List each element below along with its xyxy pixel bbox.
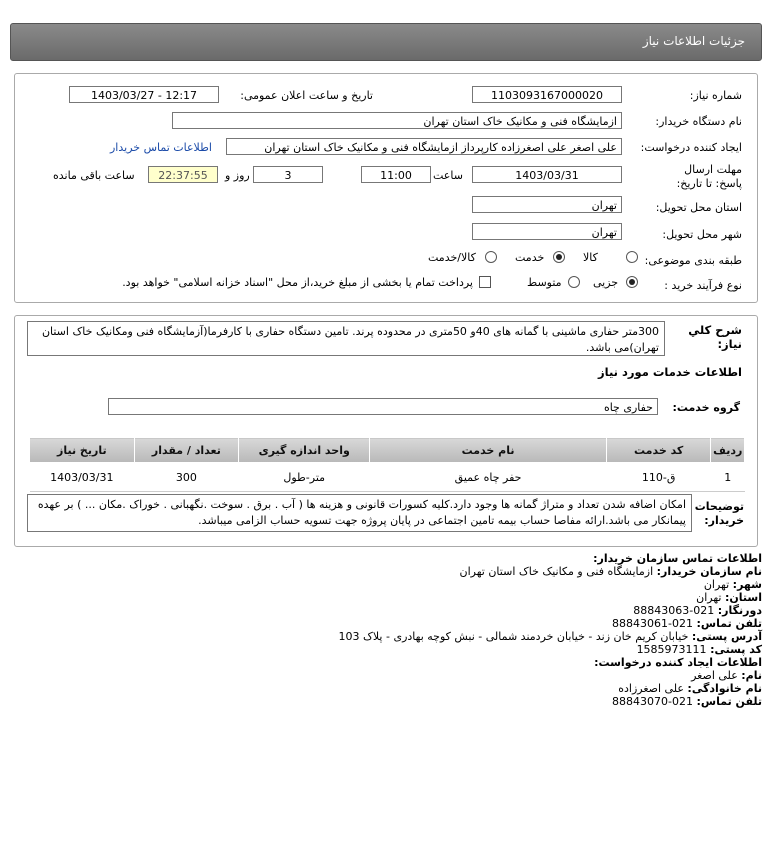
process-option-medium: متوسط <box>527 276 562 289</box>
province-contact-value: تهران <box>696 591 722 604</box>
treasury-checkbox[interactable] <box>479 276 491 288</box>
days-label: روز و <box>225 169 250 182</box>
address-value: خیابان کریم خان زند - خیابان خردمند شمالی - نبش کوچه بهادری - پلاک 103 <box>338 630 689 643</box>
contact-title: اطلاعات تماس سازمان خریدار: <box>593 552 762 565</box>
col-code: کد خدمت <box>606 438 711 463</box>
buyer-org-label: نام دستگاه خریدار: <box>655 115 742 128</box>
cell-name: حفر چاه عمیق <box>370 463 607 492</box>
services-title: اطلاعات خدمات مورد نیاز <box>598 365 742 379</box>
table-header-row <box>30 438 745 463</box>
fax-value: 021-88843063 <box>633 604 715 617</box>
contact-section <box>22 552 762 708</box>
category-option-service: خدمت <box>515 251 545 264</box>
cell-row: 1 <box>711 463 745 492</box>
announce-field: 1403/03/27 - 12:17 <box>69 86 219 103</box>
service-group-label: گروه خدمت: <box>672 401 740 414</box>
city-field: تهران <box>472 223 622 240</box>
process-label: نوع فرآیند خرید : <box>664 279 742 292</box>
process-radio-medium[interactable] <box>568 276 580 288</box>
deadline-time-field: 11:00 <box>361 166 431 183</box>
phone-label: تلفن تماس: <box>696 617 762 630</box>
category-radio-service[interactable] <box>553 251 565 263</box>
need-info-panel <box>14 73 758 303</box>
description-box: 300متر حفاری ماشینی با گمانه های 40و 50متری در محدوده پرند. تامین دستگاه حفاری با کارفرما(آزمایشگاه فنی ومکانیک خاک استان تهران)می باشد. <box>27 321 665 356</box>
treasury-note: پرداخت تمام یا بخشی از مبلغ خرید،از محل "اسناد خزانه اسلامی" خواهد بود. <box>122 276 473 289</box>
postal-label: کد پستی: <box>710 643 762 656</box>
process-radio-minor[interactable] <box>626 276 638 288</box>
description-label: شرح کلي نياز: <box>688 323 742 351</box>
creator-field: علی اصغر علی اصغرزاده کارپرداز ازمایشگاه فنی و مکانیک خاک استان تهران <box>226 138 622 155</box>
page-header <box>10 23 762 61</box>
deadline-time-label: ساعت <box>433 169 463 182</box>
buyer-notes-label: توضیحات خریدار: <box>694 500 744 527</box>
creator-info-title: اطلاعات ایجاد کننده درخواست: <box>594 656 762 669</box>
col-name: نام خدمت <box>370 438 607 463</box>
col-qty: تعداد / مقدار <box>134 438 239 463</box>
creator-phone-label: تلفن تماس: <box>696 695 762 708</box>
service-group-field: حفاری چاه <box>108 398 658 415</box>
province-field: تهران <box>472 196 622 213</box>
days-field: 3 <box>253 166 323 183</box>
city-contact-label: شهر: <box>732 578 762 591</box>
deadline-date-field: 1403/03/31 <box>472 166 622 183</box>
remaining-timer: 22:37:55 <box>148 166 218 183</box>
phone-value: 021-88843061 <box>612 617 694 630</box>
buyer-contact-link[interactable]: اطلاعات تماس خریدار <box>110 141 212 154</box>
need-number-field: 1103093167000020 <box>472 86 622 103</box>
cell-unit: متر-طول <box>239 463 370 492</box>
category-label: طبقه بندی موضوعی: <box>644 254 742 267</box>
col-unit: واحد اندازه گیری <box>239 438 370 463</box>
cell-code: ق-110 <box>606 463 711 492</box>
category-radio-goods-service[interactable] <box>485 251 497 263</box>
category-option-goods: کالا <box>583 251 598 264</box>
name-label: نام: <box>741 669 762 682</box>
creator-phone-value: 021-88843070 <box>612 695 694 708</box>
family-value: علی اصغرزاده <box>618 682 684 695</box>
process-option-minor: جزیی <box>593 276 619 289</box>
city-contact-value: تهران <box>703 578 730 591</box>
services-table <box>29 437 745 492</box>
address-label: آدرس پستی: <box>691 630 762 643</box>
col-row: ردیف <box>711 438 745 463</box>
family-label: نام خانوادگی: <box>687 682 762 695</box>
deadline-label: مهلت ارسال پاسخ: تا تاریخ: <box>676 163 742 190</box>
buyer-notes-box: امکان اضافه شدن تعداد و متراژ گمانه ها وجود دارد.کلیه کسورات قانونی و هزینه ها ( آب . برق . سوخت .نگهبانی . خوراک .مکان ... ) بر عهده پیمانکار می باشد.ارائه مفاصا حساب بیمه تامین اجتماعی در پایان پروژه جهت تسویه حساب الزامی میباشد. <box>27 494 692 532</box>
province-label: استان محل تحویل: <box>655 201 742 214</box>
postal-value: 1585973111 <box>636 643 707 656</box>
buyer-org-field: ازمایشگاه فنی و مکانیک خاک استان تهران <box>172 112 622 129</box>
city-label: شهر محل تحویل: <box>662 228 742 241</box>
announce-label: تاریخ و ساعت اعلان عمومی: <box>240 89 373 102</box>
name-value: علی اصغر <box>691 669 738 682</box>
fax-label: دورنگار: <box>717 604 762 617</box>
remaining-label: ساعت باقی مانده <box>53 169 135 182</box>
category-radio-goods[interactable] <box>626 251 638 263</box>
table-row <box>30 463 745 492</box>
cell-date: 1403/03/31 <box>30 463 135 492</box>
cell-qty: 300 <box>134 463 239 492</box>
need-number-label: شماره نیاز: <box>689 89 742 102</box>
org-label: نام سازمان خریدار: <box>656 565 762 578</box>
col-date: تاریخ نیاز <box>30 438 135 463</box>
province-contact-label: استان: <box>725 591 762 604</box>
org-value: ازمایشگاه فنی و مکانیک خاک استان تهران <box>459 565 654 578</box>
creator-label: ایجاد کننده درخواست: <box>640 141 742 154</box>
category-option-goods-service: کالا/خدمت <box>428 251 476 264</box>
page-title: جزئیات اطلاعات نیاز <box>642 34 745 48</box>
